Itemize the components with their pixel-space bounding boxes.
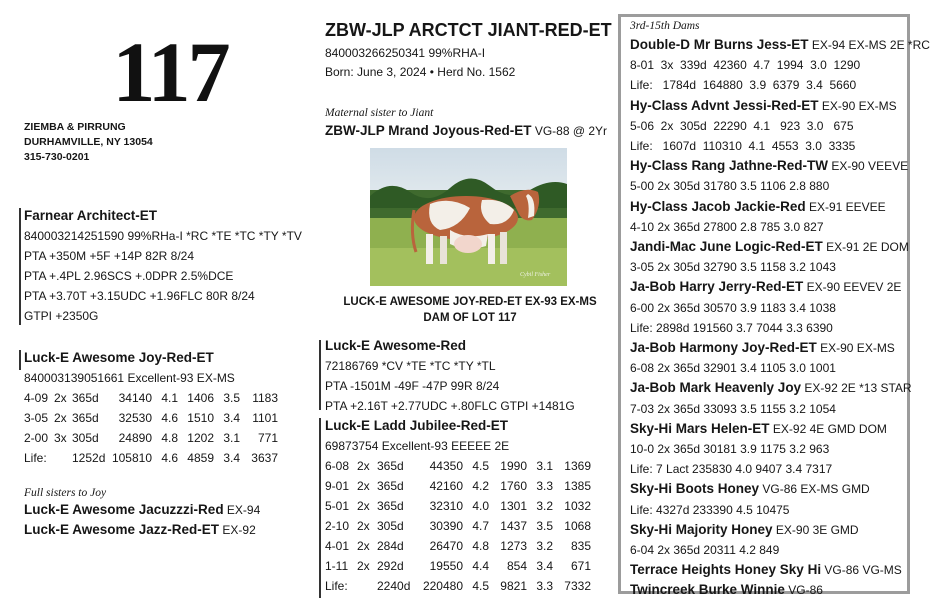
dam-record bbox=[630, 176, 930, 196]
dam-record bbox=[630, 540, 930, 560]
dam-record bbox=[630, 500, 930, 520]
record-cell: 3.1 bbox=[223, 431, 240, 445]
dam-record-text: 6-04 2x 365d 20311 4.2 849 bbox=[630, 543, 780, 558]
dam-entry-score: EX-92 2E *13 STAR bbox=[804, 381, 912, 396]
full-sisters-list bbox=[24, 500, 260, 540]
record-row bbox=[325, 556, 591, 576]
sire-name: Farnear Architect-ET bbox=[24, 208, 158, 223]
full-sister-name: Luck-E Awesome Jazz-Red-ET bbox=[24, 522, 220, 537]
dam-record-text: 3-05 2x 305d 32790 3.5 1158 3.2 1043 bbox=[630, 260, 836, 275]
record-cell: 3.5 bbox=[536, 519, 553, 533]
dam-entry-name: Sky-Hi Majority Honey bbox=[630, 521, 773, 537]
record-row bbox=[325, 516, 591, 536]
record-cell: 3637 bbox=[251, 451, 278, 465]
second-dam-block bbox=[325, 416, 591, 596]
record-cell: 3.4 bbox=[223, 451, 240, 465]
sire-line: PTA +3.70T +3.15UDC +1.96FLC 80R 8/24 bbox=[24, 289, 255, 303]
dam-entry-name: Hy-Class Jacob Jackie-Red bbox=[630, 198, 806, 214]
record-cell: 1-11 bbox=[325, 559, 349, 573]
record-cell: 4.5 bbox=[472, 579, 489, 593]
second-dam-records bbox=[325, 456, 591, 596]
dam-entry-name: Twincreek Burke Winnie bbox=[630, 582, 785, 598]
dam-record-text: 6-08 2x 365d 32901 3.4 1105 3.0 1001 bbox=[630, 361, 836, 376]
dam-entry bbox=[630, 197, 930, 217]
dam-entry bbox=[630, 378, 930, 398]
dam-record-text: 5-06 2x 305d 22290 4.1 923 3.0 675 bbox=[630, 118, 854, 133]
photo-caption-line1: LUCK-E AWESOME JOY-RED-ET EX-93 EX-MS bbox=[343, 296, 597, 308]
record-cell: 3.4 bbox=[223, 411, 240, 425]
main-animal-born: Born: June 3, 2024 • Herd No. 1562 bbox=[325, 65, 516, 79]
main-animal-name: ZBW-JLP ARCTCT JIANT-RED-ET bbox=[325, 20, 612, 40]
photo-caption-line2: DAM OF LOT 117 bbox=[423, 312, 517, 324]
record-cell: 2-10 bbox=[325, 519, 350, 533]
dam-entry-name: Ja-Bob Harmony Joy-Red-ET bbox=[630, 340, 817, 356]
full-sister bbox=[24, 520, 260, 540]
dam-entry bbox=[630, 520, 930, 540]
record-cell: 771 bbox=[257, 431, 278, 445]
record-cell: 32310 bbox=[429, 499, 463, 513]
record-cell: 3.2 bbox=[536, 499, 553, 513]
record-cell: 835 bbox=[570, 539, 591, 553]
sire-line: 840003214251590 99%RHa-I *RC *TE *TC *TY *TV bbox=[24, 229, 302, 243]
record-row bbox=[325, 476, 591, 496]
record-row bbox=[24, 408, 278, 428]
record-cell: 2x bbox=[357, 479, 370, 493]
record-row bbox=[24, 448, 278, 468]
record-cell: 26470 bbox=[429, 539, 463, 553]
record-cell: 854 bbox=[506, 559, 527, 573]
dam-entry-name: Jandi-Mac June Logic-Red-ET bbox=[630, 239, 823, 255]
record-cell: 4.2 bbox=[472, 479, 489, 493]
dam-record-text: Life: 4327d 233390 4.5 10475 bbox=[630, 502, 790, 517]
dam-entry-name: Hy-Class Rang Jathne-Red-TW bbox=[630, 158, 829, 174]
dam-record-text: 5-00 2x 305d 31780 3.5 1106 2.8 880 bbox=[630, 179, 830, 194]
dam-entry bbox=[630, 277, 930, 297]
record-row bbox=[24, 388, 278, 408]
dam-entry bbox=[630, 156, 930, 176]
dam-record bbox=[630, 298, 930, 318]
record-cell bbox=[54, 448, 72, 468]
consignor-city: DURHAMVILLE, NY 13054 bbox=[24, 136, 153, 148]
record-cell: 365d bbox=[377, 499, 404, 513]
dam-record bbox=[630, 439, 930, 459]
sire-line: GTPI +2350G bbox=[24, 309, 99, 323]
record-cell: 2240d bbox=[377, 579, 411, 593]
dam-sire-divider bbox=[319, 340, 321, 410]
record-cell: 3.2 bbox=[536, 539, 553, 553]
record-cell: 1760 bbox=[500, 479, 527, 493]
dams-box bbox=[618, 14, 930, 598]
record-cell: 4.1 bbox=[161, 391, 178, 405]
record-row bbox=[325, 496, 591, 516]
dam-record bbox=[630, 136, 930, 156]
record-cell: 1369 bbox=[564, 459, 591, 473]
record-cell: 1068 bbox=[564, 519, 591, 533]
dam-record-text: Life: 1607d 110310 4.1 4553 3.0 3335 bbox=[630, 139, 856, 154]
record-cell: Life: bbox=[24, 451, 47, 465]
dam-entry-score: VG-86 VG-MS bbox=[824, 563, 902, 578]
maternal-sister-score: VG-88 @ 2Yr bbox=[534, 124, 608, 138]
record-cell: 44350 bbox=[429, 459, 463, 473]
dam-entry bbox=[630, 479, 930, 499]
full-sister-name: Luck-E Awesome Jacuzzzi-Red bbox=[24, 502, 224, 517]
dam-sire-lines bbox=[325, 356, 575, 416]
maternal-sister-block bbox=[325, 105, 607, 141]
dam-record-text: 7-03 2x 365d 33093 3.5 1155 3.2 1054 bbox=[630, 401, 836, 416]
photo-caption bbox=[325, 294, 615, 326]
second-dam-name: Luck-E Ladd Jubilee-Red-ET bbox=[325, 418, 509, 433]
record-cell: 19550 bbox=[429, 559, 463, 573]
record-cell: 42160 bbox=[429, 479, 463, 493]
dam-block bbox=[24, 348, 278, 468]
record-cell: 30390 bbox=[429, 519, 463, 533]
consignor-name: ZIEMBA & PIRRUNG bbox=[24, 121, 126, 133]
record-cell: 2x bbox=[357, 519, 370, 533]
dam-sire-name: Luck-E Awesome-Red bbox=[325, 338, 467, 353]
full-sisters-block bbox=[24, 486, 260, 540]
dam-record bbox=[630, 399, 930, 419]
record-cell: 2x bbox=[54, 391, 67, 405]
dam-record-text: 10-0 2x 365d 30181 3.9 1175 3.2 963 bbox=[630, 442, 830, 457]
lot-number: 117 bbox=[112, 24, 228, 120]
dam-record bbox=[630, 55, 930, 75]
dam-record-text: 4-10 2x 365d 27800 2.8 785 3.0 827 bbox=[630, 219, 824, 234]
record-cell: 4-09 bbox=[24, 391, 49, 405]
dam-record-text: Life: 7 Lact 235830 4.0 9407 3.4 7317 bbox=[630, 462, 833, 477]
record-cell: 305d bbox=[377, 519, 404, 533]
record-cell: 4.8 bbox=[161, 431, 178, 445]
dam-record bbox=[630, 358, 930, 378]
dam-record bbox=[630, 217, 930, 237]
record-cell: 671 bbox=[570, 559, 591, 573]
cow-photo bbox=[370, 148, 567, 286]
record-cell: 1252d bbox=[72, 451, 106, 465]
record-row bbox=[325, 576, 591, 596]
dam-sire-line: PTA -1501M -49F -47P 99R 8/24 bbox=[325, 379, 500, 393]
second-dam-divider bbox=[319, 418, 321, 598]
sire-block bbox=[24, 206, 302, 326]
dam-record bbox=[630, 459, 930, 479]
record-cell: 1202 bbox=[187, 431, 214, 445]
dam-entry-score: EX-91 2E DOM bbox=[826, 240, 909, 255]
full-sister bbox=[24, 500, 260, 520]
record-cell: 3.3 bbox=[536, 579, 553, 593]
cow-photo-illustration bbox=[370, 148, 567, 286]
record-cell: 9-01 bbox=[325, 479, 350, 493]
record-cell: 4.5 bbox=[472, 459, 489, 473]
record-cell: 365d bbox=[377, 479, 404, 493]
dam-entry bbox=[630, 237, 930, 257]
dam-entry-score: VG-86 bbox=[788, 583, 823, 598]
main-animal-info bbox=[325, 44, 515, 82]
record-cell: 365d bbox=[72, 391, 99, 405]
record-cell bbox=[357, 576, 377, 596]
record-cell: 1101 bbox=[252, 411, 278, 425]
consignor-block bbox=[24, 120, 153, 165]
record-cell: 1406 bbox=[187, 391, 214, 405]
dam-entry-score: EX-90 3E GMD bbox=[775, 522, 859, 537]
record-cell: 7332 bbox=[564, 579, 591, 593]
record-cell: 4859 bbox=[187, 451, 214, 465]
maternal-sister-name: ZBW-JLP Mrand Joyous-Red-ET bbox=[325, 123, 532, 138]
record-cell: 2x bbox=[357, 559, 370, 573]
record-cell: 3x bbox=[54, 431, 67, 445]
record-cell: 4.8 bbox=[472, 539, 489, 553]
record-cell: 6-08 bbox=[325, 459, 350, 473]
dam-entry-score: EX-92 4E GMD DOM bbox=[772, 421, 887, 436]
record-cell: 2x bbox=[54, 411, 67, 425]
record-row bbox=[325, 456, 591, 476]
record-cell: 2x bbox=[357, 459, 370, 473]
dam-id: 840003139051661 Excellent-93 EX-MS bbox=[24, 371, 235, 385]
dam-entry-score: EX-91 EEVEE bbox=[808, 199, 886, 214]
dam-sire-line: 72186769 *CV *TE *TC *TY *TL bbox=[325, 359, 496, 373]
record-cell: 4.7 bbox=[472, 519, 489, 533]
dam-entry-score: EX-94 EX-MS 2E *RC bbox=[811, 38, 930, 52]
record-cell: 284d bbox=[377, 539, 404, 553]
dam-entry-name: Terrace Heights Honey Sky Hi bbox=[630, 562, 822, 578]
record-cell: 1510 bbox=[187, 411, 214, 425]
record-cell: 220480 bbox=[422, 579, 463, 593]
record-cell: 4.6 bbox=[161, 411, 178, 425]
record-cell: 1437 bbox=[500, 519, 527, 533]
record-cell: 9821 bbox=[500, 579, 527, 593]
record-cell: 3.5 bbox=[223, 391, 240, 405]
record-cell: 3.3 bbox=[536, 479, 553, 493]
record-cell: 292d bbox=[377, 559, 404, 573]
record-cell: 34140 bbox=[118, 391, 152, 405]
dam-record bbox=[630, 257, 930, 277]
record-cell: 1385 bbox=[564, 479, 591, 493]
record-cell: 305d bbox=[72, 431, 99, 445]
dam-entry-name: Hy-Class Advnt Jessi-Red-ET bbox=[630, 97, 819, 113]
sire-divider bbox=[19, 208, 21, 325]
dam-entry-score: EX-90 EEVEV 2E bbox=[806, 280, 902, 295]
full-sister-score: EX-92 bbox=[222, 523, 256, 537]
record-cell: 1183 bbox=[252, 391, 278, 405]
dam-entry-name: Ja-Bob Harry Jerry-Red-ET bbox=[630, 279, 804, 295]
dam-record bbox=[630, 116, 930, 136]
record-cell: 4-01 bbox=[325, 539, 350, 553]
dam-entry-name: Ja-Bob Mark Heavenly Joy bbox=[630, 380, 802, 396]
record-cell: 24890 bbox=[118, 431, 152, 445]
record-cell: 1032 bbox=[564, 499, 591, 513]
record-cell: 32530 bbox=[118, 411, 152, 425]
sire-lines bbox=[24, 226, 302, 326]
record-cell: 2x bbox=[357, 539, 370, 553]
record-cell: 1273 bbox=[500, 539, 527, 553]
dam-entry-name: Sky-Hi Mars Helen-ET bbox=[630, 420, 770, 436]
dam-sire-block bbox=[325, 336, 575, 416]
dam-entry-score: VG-86 EX-MS GMD bbox=[762, 482, 870, 497]
record-cell: 105810 bbox=[111, 451, 152, 465]
main-animal-id: 840003266250341 99%RHA-I bbox=[325, 46, 486, 60]
record-cell: 3.4 bbox=[536, 559, 553, 573]
dam-entry-score: EX-90 EX-MS bbox=[821, 98, 897, 113]
dam-entry bbox=[630, 35, 930, 55]
dam-entry bbox=[630, 580, 930, 600]
dam-record-text: 6-00 2x 365d 30570 3.9 1183 3.4 1038 bbox=[630, 300, 836, 315]
record-cell: Life: bbox=[325, 579, 348, 593]
dam-entry-score: EX-90 EX-MS bbox=[820, 341, 895, 356]
record-cell: 1990 bbox=[500, 459, 527, 473]
record-cell: 365d bbox=[72, 411, 99, 425]
record-cell: 3-05 bbox=[24, 411, 49, 425]
record-cell: 4.6 bbox=[161, 451, 178, 465]
dam-name: Luck-E Awesome Joy-Red-ET bbox=[24, 350, 214, 365]
sire-line: PTA +.4PL 2.96SCS +.0DPR 2.5%DCE bbox=[24, 269, 234, 283]
dam-entry bbox=[630, 560, 930, 580]
dam-record-text: Life: 1784d 164880 3.9 6379 3.4 5660 bbox=[630, 78, 857, 93]
record-cell: 4.4 bbox=[472, 559, 489, 573]
full-sisters-label: Full sisters to Joy bbox=[24, 487, 107, 499]
maternal-sister-label: Maternal sister to Jiant bbox=[325, 107, 434, 119]
dam-sire-line: PTA +2.16T +2.77UDC +.80FLC GTPI +1481G bbox=[325, 399, 575, 413]
record-cell: 2x bbox=[357, 499, 370, 513]
dam-divider bbox=[19, 350, 21, 370]
record-cell: 4.0 bbox=[472, 499, 489, 513]
dam-record-text: Life: 2898d 191560 3.7 7044 3.3 6390 bbox=[630, 320, 833, 335]
consignor-phone: 315-730-0201 bbox=[24, 151, 90, 163]
dams-box-lines bbox=[630, 35, 930, 601]
dam-entry-name: Double-D Mr Burns Jess-ET bbox=[630, 37, 809, 52]
dam-entry bbox=[630, 96, 930, 116]
dam-record-text: 8-01 3x 339d 42360 4.7 1994 3.0 1290 bbox=[630, 58, 861, 73]
record-cell: 5-01 bbox=[325, 499, 350, 513]
record-row bbox=[325, 536, 591, 556]
second-dam-id: 69873754 Excellent-93 EEEEE 2E bbox=[325, 439, 510, 453]
dam-records bbox=[24, 388, 278, 468]
full-sister-score: EX-94 bbox=[226, 503, 261, 517]
photo-watermark: Cybil Fisher bbox=[520, 272, 551, 278]
sire-line: PTA +350M +5F +14P 82R 8/24 bbox=[24, 249, 195, 263]
dam-entry-name: Sky-Hi Boots Honey bbox=[630, 481, 760, 497]
dam-entry-score: EX-90 VEEVE bbox=[831, 159, 909, 174]
record-cell: 2-00 bbox=[24, 431, 49, 445]
record-cell: 1301 bbox=[500, 499, 527, 513]
dams-box-title: 3rd-15th Dams bbox=[630, 20, 700, 32]
dam-entry bbox=[630, 338, 930, 358]
record-row bbox=[24, 428, 278, 448]
dam-entry bbox=[630, 419, 930, 439]
record-cell: 3.1 bbox=[536, 459, 553, 473]
dam-record bbox=[630, 75, 930, 95]
dam-record bbox=[630, 318, 930, 338]
record-cell: 365d bbox=[377, 459, 404, 473]
